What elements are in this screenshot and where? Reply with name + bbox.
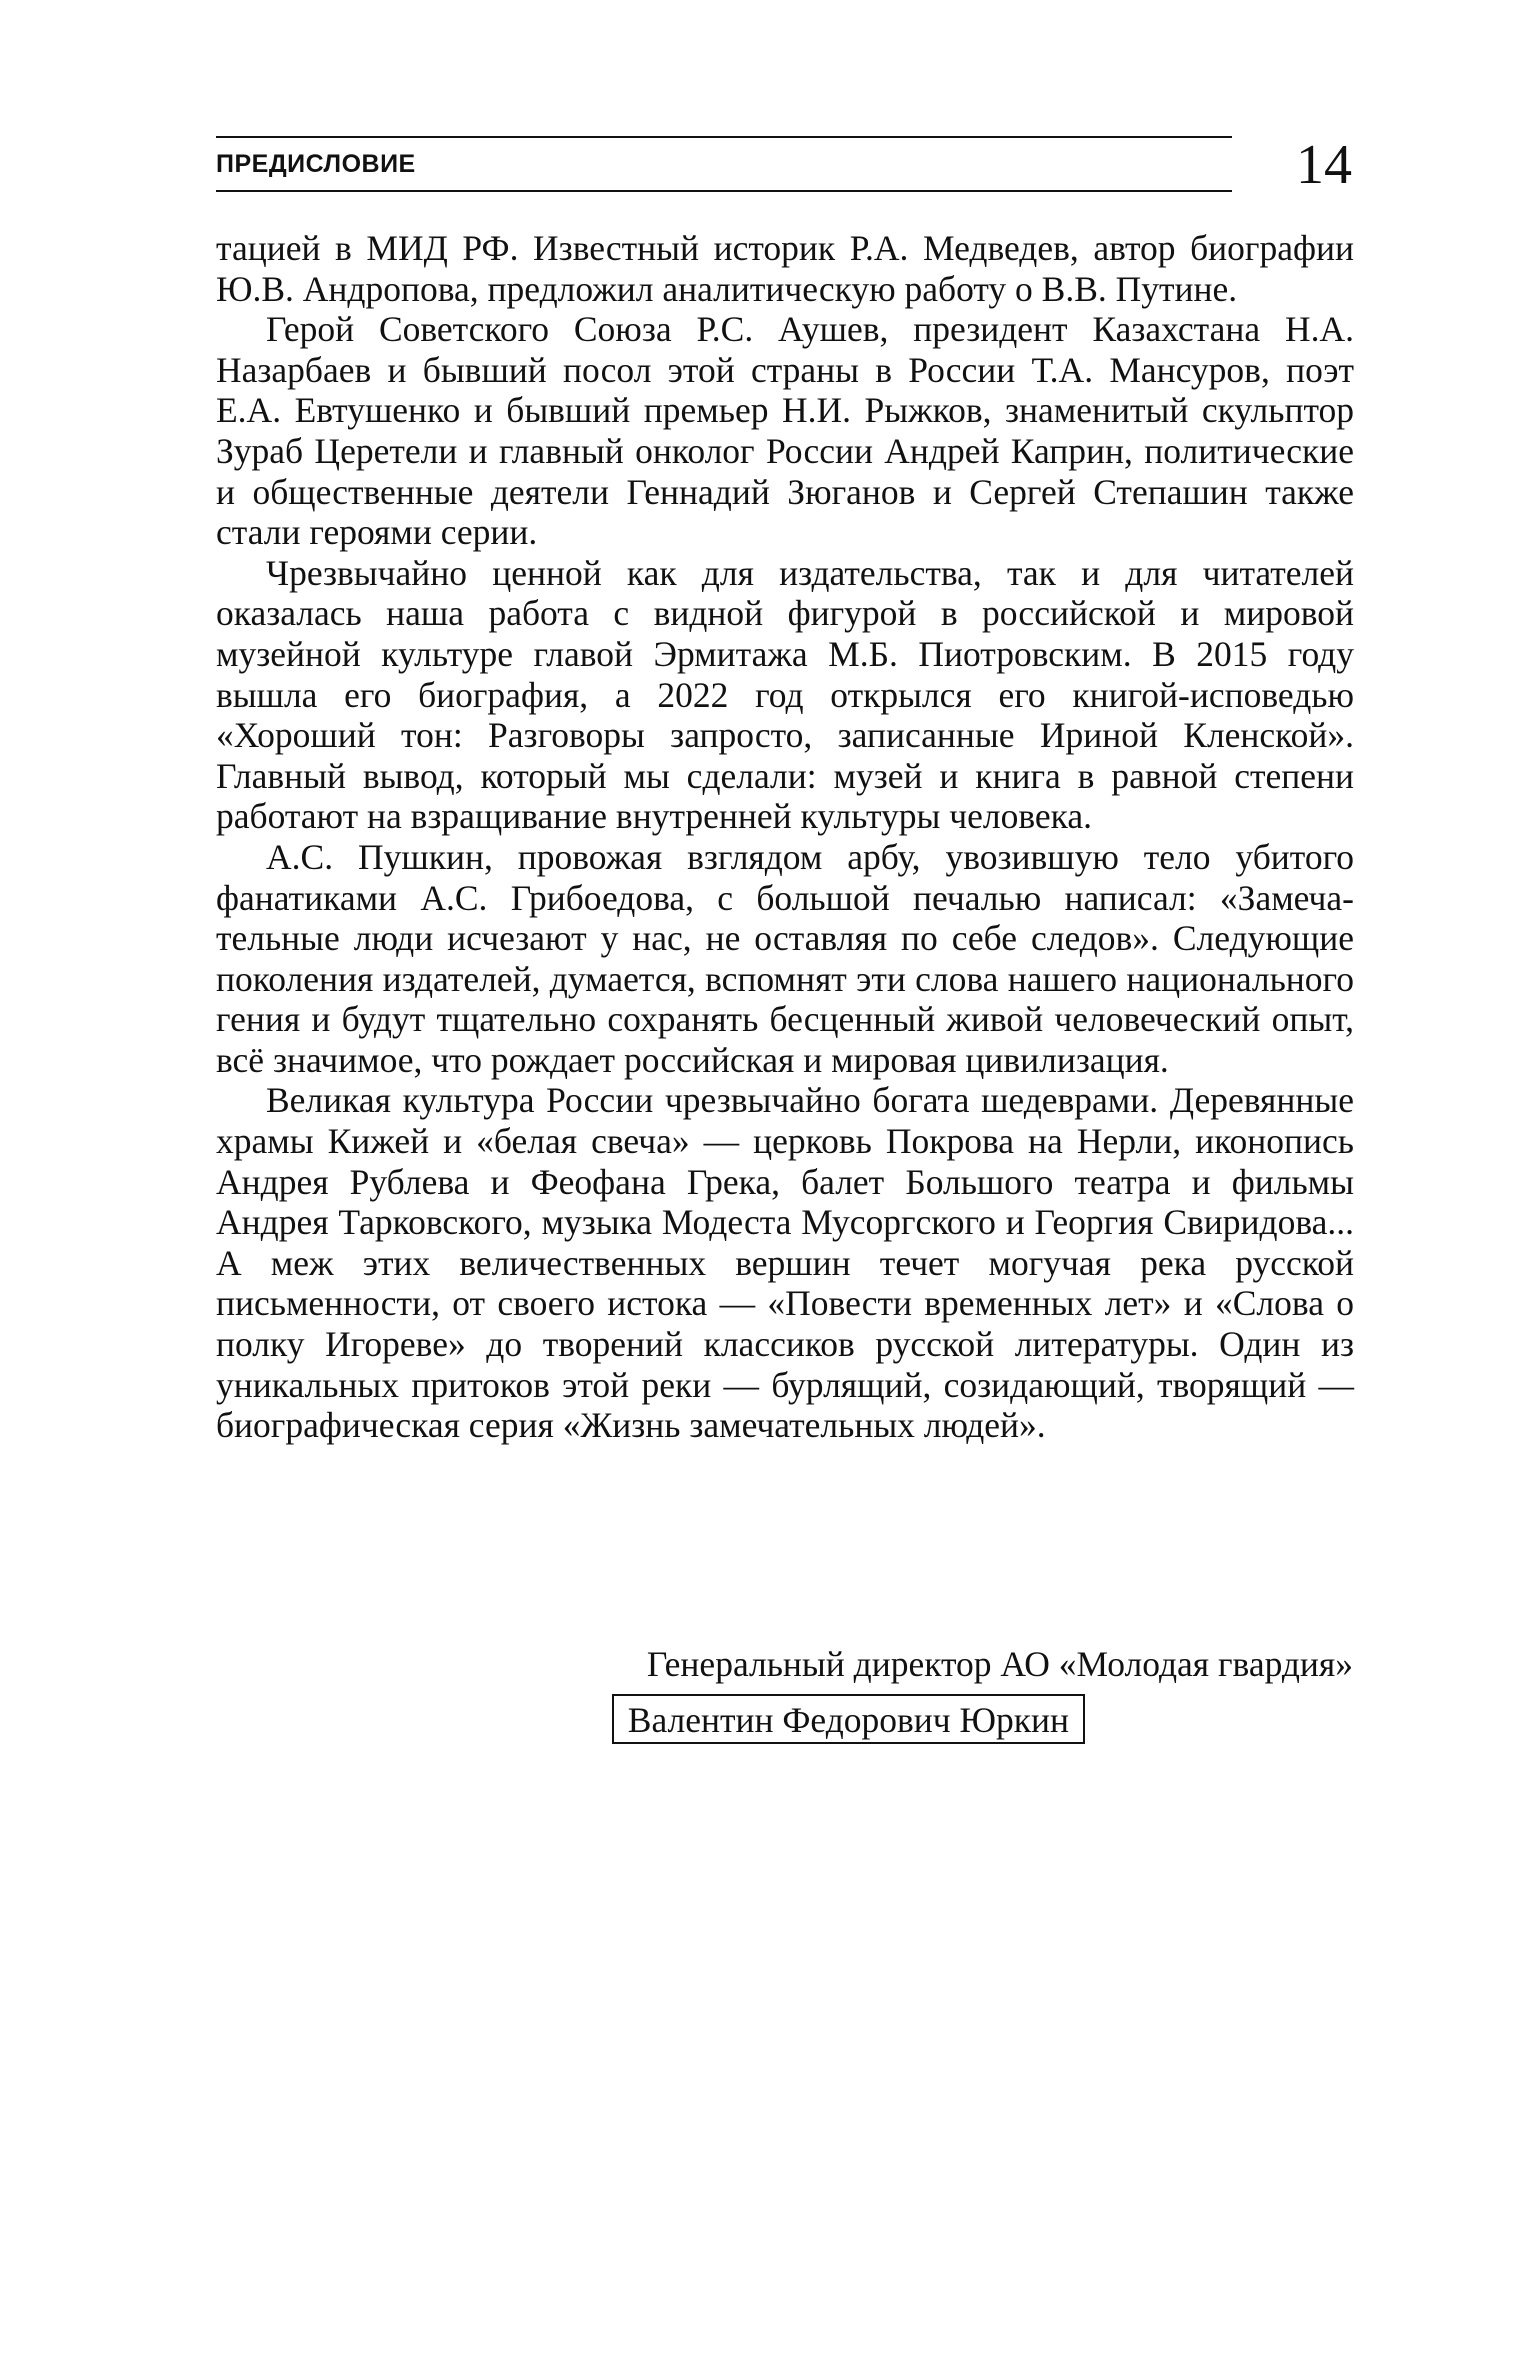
paragraph-4: А.С. Пушкин, провожая взглядом арбу, увозившую тело убитого фанатиками А.С. Грибоедова, с большой печалью написал: «Замечательные люди исчезают у нас, не оставляя по себе следов». Следующие поколения издателей, думается, вспомнят эти слова нашего национального гения и будут тщательно сохранять бесценный живой человеческий опыт, всё значимое, что рождает российская и мировая цивилизация. xyxy=(216,836,1354,1080)
paragraph-1: тацией в МИД РФ. Известный историк Р.А. Медведев, автор биографии Ю.В. Андропова, предложил аналитическую работу о В.В. Путине. xyxy=(216,228,1354,309)
page-number: 14 xyxy=(1296,134,1352,196)
signature-position: Генеральный директор АО «Молодая гвардия» xyxy=(646,1644,1353,1684)
signature-name: Валентин Федорович Юркин xyxy=(612,1694,1085,1744)
paragraph-3: Чрезвычайно ценной как для издательства, так и для читателей оказалась наша работа с видной фигурой в российской и мировой музейной культуре главой Эрмитажа М.Б. Пиотровским. В 2015 году вышла его биография, а 2022 год открылся его книгой-исповедью «Хороший тон: Разговоры запросто, записанные Ириной Кленской». Главный вывод, который мы сделали: музей и книга в равной степени работают на взращивание внутренней культуры человека. xyxy=(216,552,1354,837)
header-top-rule xyxy=(216,136,1232,138)
running-header xyxy=(216,136,1356,194)
signature-block xyxy=(612,1644,1353,1744)
header-bottom-rule xyxy=(216,190,1232,192)
body-text xyxy=(216,228,1354,1446)
paragraph-2: Герой Советского Союза Р.С. Аушев, президент Казахстана Н.А. Назарбаев и бывший посол этой страны в России Т.А. Мансуров, поэт Е.А. Евтушенко и бывший премьер Н.И. Рыжков, знаменитый скульптор Зураб Церетели и главный онколог России Андрей Каприн, политические и общественные деятели Геннадий Зюганов и Сергей Степашин также стали героями серии. xyxy=(216,309,1354,553)
paragraph-5: Великая культура России чрезвычайно богата шедеврами. Деревянные храмы Кижей и «белая свеча» — церковь Покрова на Нерли, иконопись Андрея Рублева и Феофана Грека, балет Большого театра и фильмы Андрея Тарковского, музыка Модеста Мусоргского и Георгия Свиридова... А меж этих величественных вершин течет могучая река русской письменности, от своего истока — «Повести временных лет» и «Слова о полку Игореве» до творений классиков русской литературы. Один из уникальных притоков этой реки — бурлящий, созидающий, творящий — биографическая серия «Жизнь замечательных людей». xyxy=(216,1080,1354,1446)
section-title: ПРЕДИСЛОВИЕ xyxy=(216,150,416,178)
